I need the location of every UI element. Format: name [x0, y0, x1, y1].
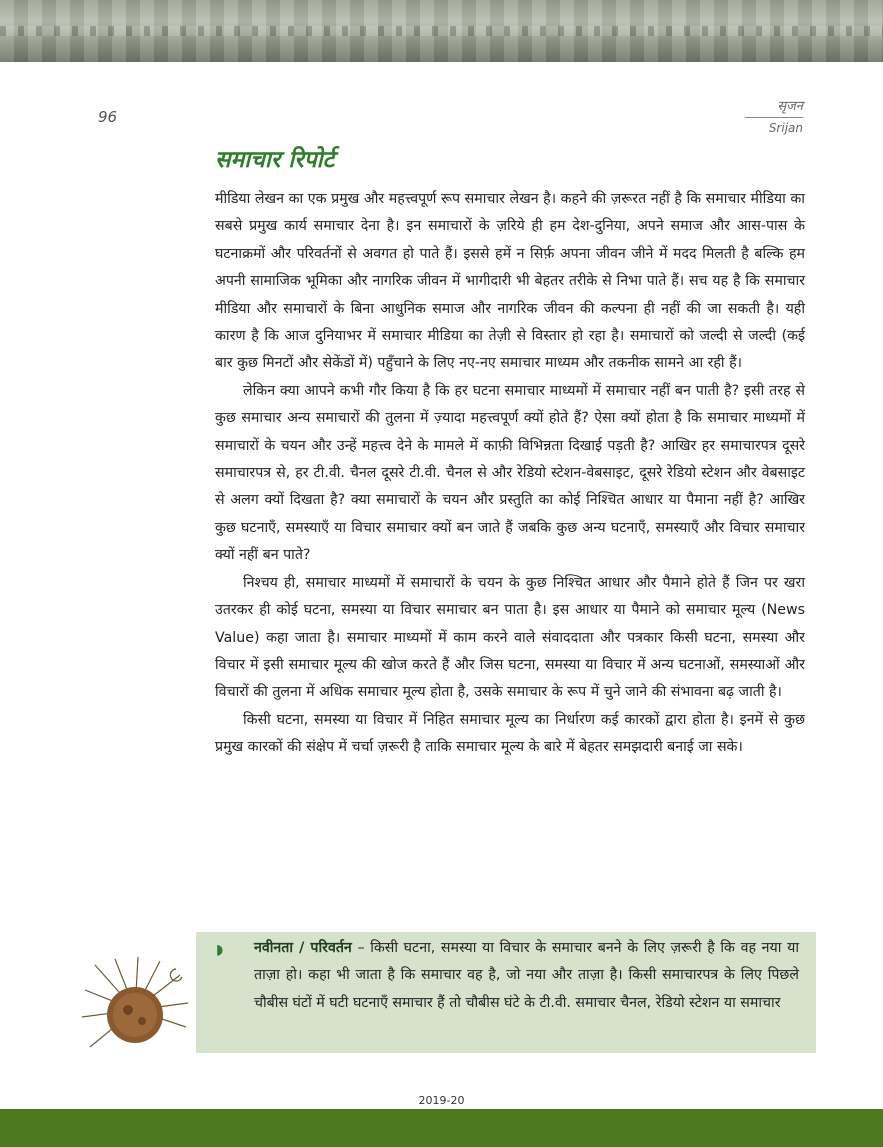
paragraph-3: निश्चय ही, समाचार माध्यमों में समाचारों के चयन के कुछ निश्चित आधार और पैमाने होते हैं जिन पर खरा उतरकर ही कोई घटना, समस्या या विचार समाचार बन पाता है। इस आधार या पैमाने को समाचार मूल्य (News Value) कहा जाता है। समाचार माध्यमों में काम करने वाले संवाददाता और पत्रकार किसी घटना, समस्या और विचार में इसी समाचार मूल्य की खोज करते हैं और जिस घटना, समस्या या विचार में अन्य घटनाओं, समस्याओं और विचारों की तुलना में अधिक समाचार मूल्य होता है, उसके समाचार के रूप में चुने जाने की संभावना बढ़ जाती है।	[215, 574, 805, 701]
paragraph-1: मीडिया लेखन का एक प्रमुख और महत्त्वपूर्ण रूप समाचार लेखन है। कहने की ज़रूरत नहीं है कि समाचार मीडिया का सबसे प्रमुख कार्य समाचार देना है। इन समाचारों के ज़रिये ही हम देश-दुनिया, अपने समाज और आस-पास के घटनाक्रमों और परिवर्तनों से अवगत हो पाते हैं। इससे हमें न सिर्फ़ अपना जीवन जीने में मदद मिलती है बल्कि हम अपनी सामाजिक भूमिका और नागरिक जीवन में भागीदारी भी बेहतर तरीके से निभा पाते हैं। सच यह है कि समाचार मीडिया और समाचारों के बिना आधुनिक समाज और नागरिक जीवन की कल्पना ही नहीं की जा सकती है। यही कारण है कि आज दुनियाभर में समाचार मीडिया का तेज़ी से विस्तार हो रहा है। समाचारों को जल्दी से जल्दी (कई बार कुछ मिनटों और सेकेंडों में) पहुँचाने के लिए नए-नए समाचार माध्यम और तकनीक सामने आ रही हैं।	[215, 191, 805, 372]
page-number: 96	[98, 108, 118, 126]
bottom-band	[0, 1109, 883, 1147]
paragraph-2: लेकिन क्या आपने कभी गौर किया है कि हर घटना समाचार माध्यमों में समाचार नहीं बन पाती है? इसी तरह से कुछ समाचार अन्य समाचारों की तुलना में ज़्यादा महत्त्वपूर्ण क्यों होते हैं? ऐसा क्यों होता है कि समाचार माध्यमों में समाचारों के चयन और उन्हें महत्त्व देने के मामले में काफ़ी विभिन्नता दिखाई पड़ती है? आखिर हर समाचारपत्र दूसरे समाचारपत्र से, हर टी.वी. चैनल दूसरे टी.वी. चैनल से और रेडियो स्टेशन-वेबसाइट, दूसरे रेडियो स्टेशन और वेबसाइट से अलग क्यों दिखता है? क्या समाचारों के चयन और प्रस्तुति का कोई निश्चित आधार या पैमाना नहीं है? आखिर कुछ घटनाएँ, समस्याएँ या विचार समाचार क्यों बन जाते हैं जबकि कुछ अन्य घटनाएँ, समस्याएँ और विचार समाचार क्यों नहीं बन पाते?	[215, 382, 805, 564]
section-title: समाचार रिपोर्ट	[215, 147, 335, 173]
paragraph-4: किसी घटना, समस्या या विचार में निहित समाचार मूल्य का निर्धारण कई कारकों द्वारा होता है। इनमें से कुछ प्रमुख कारकों की संक्षेप में चर्चा ज़रूरी है ताकि समाचार मूल्य के बारे में बेहतर समझदारी बनाई जा सके।	[215, 711, 805, 756]
running-head-rule	[745, 117, 803, 118]
running-head-hindi: सृजन	[777, 99, 803, 114]
callout-box	[196, 932, 816, 1053]
running-head-english: Srijan	[768, 121, 803, 135]
callout-body: किसी घटना, समस्या या विचार के समाचार बनने के लिए ज़रूरी है कि वह नया या ताज़ा हो। कहा भी जाता है कि समाचार वह है, जो नया और ताज़ा है। किसी समाचारपत्र के लिए पिछले चौबीस घंटों में घटी घटनाएँ समाचार हैं तो चौबीस घंटे के टी.वी. समाचार चैनल, रेडियो स्टेशन या समाचार	[254, 940, 799, 1011]
callout-term: नवीनता / परिवर्तन	[254, 940, 352, 956]
running-head	[745, 96, 803, 135]
callout-text	[254, 935, 799, 1017]
decorative-top-border	[0, 0, 883, 62]
bullet-icon: ◗	[216, 942, 224, 958]
decorative-sun-arrows-icon	[80, 955, 190, 1065]
body-text	[215, 186, 805, 762]
callout-dash: –	[351, 940, 371, 956]
footer-year: 2019-20	[418, 1094, 465, 1107]
